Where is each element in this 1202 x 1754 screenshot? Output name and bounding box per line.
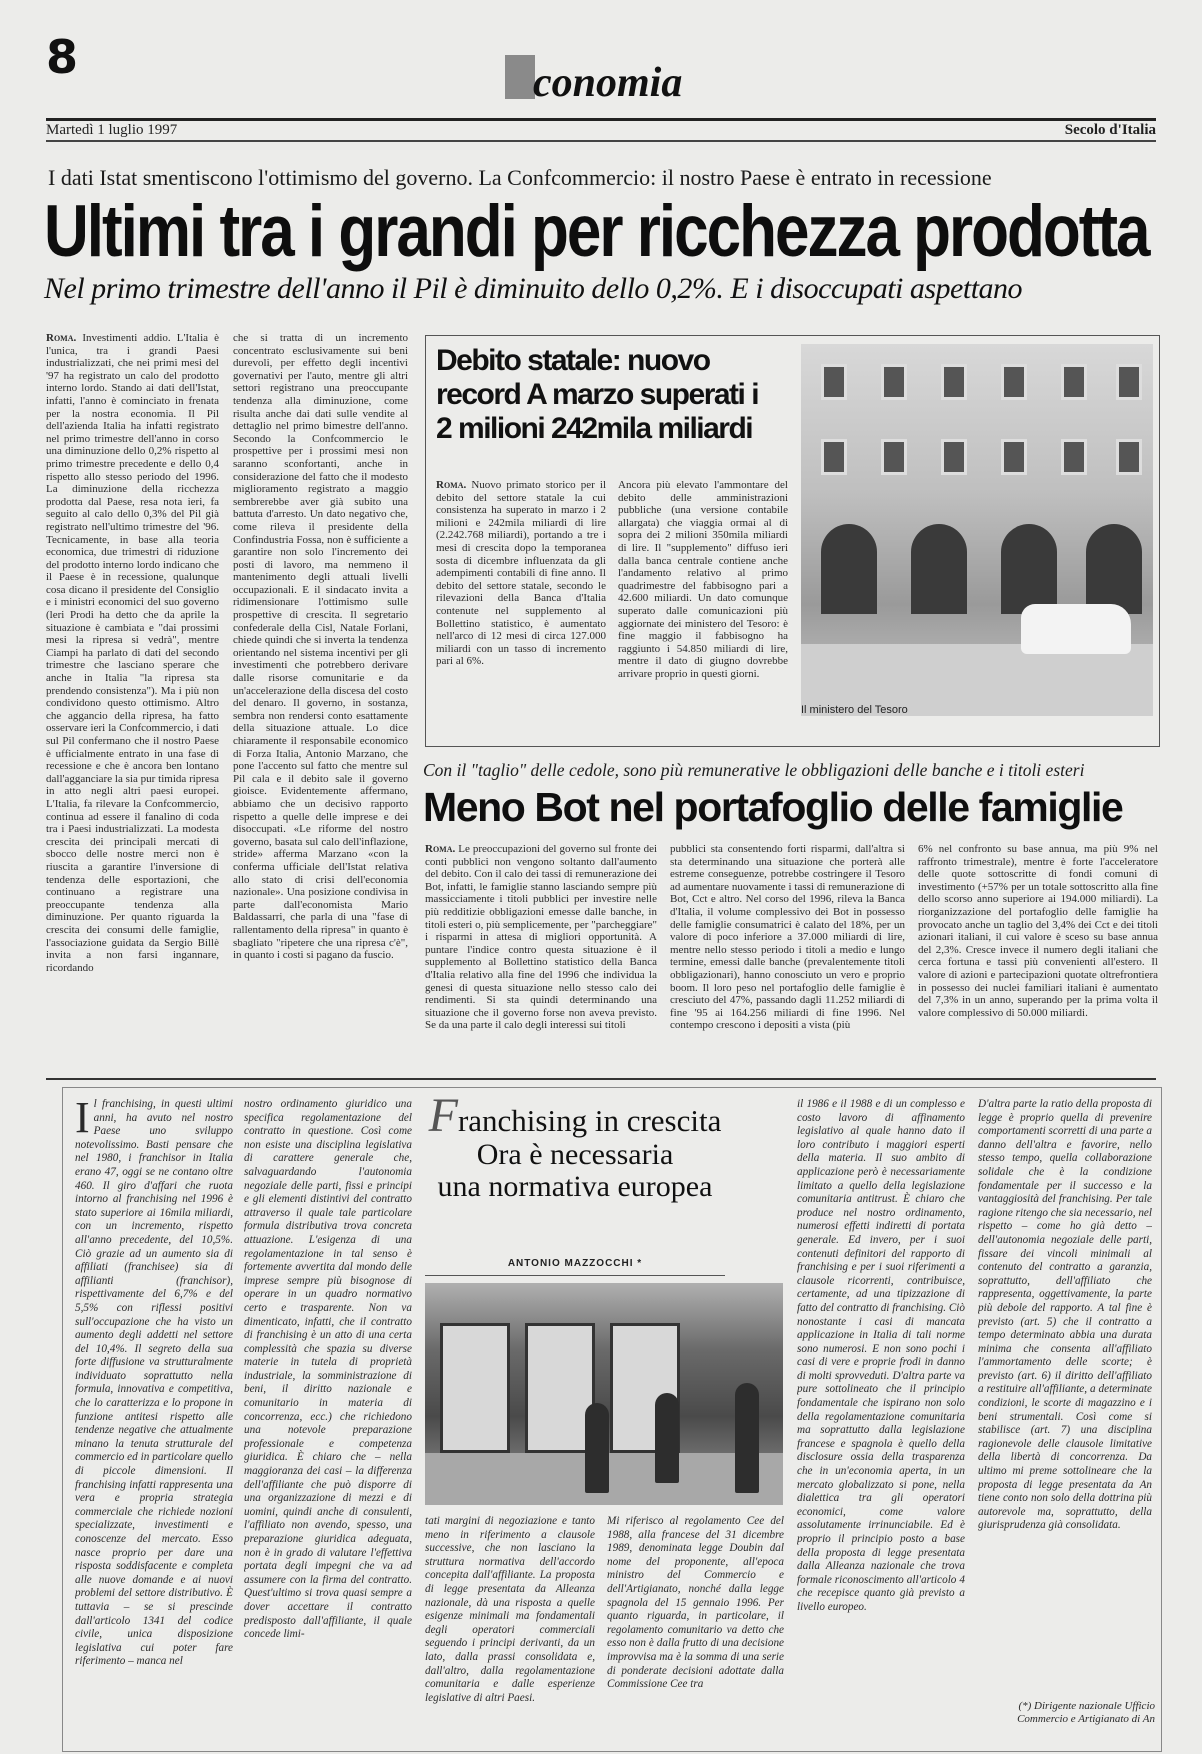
- photo-window: [1001, 439, 1027, 475]
- fr-col2-text: nostro ordinamento giuridico una specifica regolamentazione del contratto in questione. Così come non esiste una disciplina legislativa di carattere generale che, salvaguardando l'autonomia negoziale delle parti, fissi e principi e gli elementi distintivi del contratto attraverso il quale tale particolare formula distributiva trova concreta attuazione. L'esigenza di una regolamentazione in tal senso è fortemente avvertita dal mondo delle imprese sempre più bisognose di operare in un quadro normativo certo e trasparente. Non va dimenticato, infatti, che il contratto di franchising è un atto di una certa complessità che spazia su diverse materie in tutela di proprietà industriale, la somministrazione di beni, il diritto nazionale e comunitario in materia di concorrenza, ecc.) che richiedono una notevole preparazione professionale e competenza giuridica. È chiaro che – nella maggioranza dei casi – la differenza dell'affiliante che può disporre di una organizzazione di mezzi e di uomini, quindi anche di consulenti, l'affiliato non avendo, spesso, una preparazione giuridica adeguata, non è in grado di valutare l'effettiva portata degli impegni che va ad assumere con la firma del contratto. Quest'ultimo si trova quasi sempre a dover accettare il contratto predisposto dall'affiliante, il quale concede limi-: [244, 1098, 412, 1641]
- main-subhead: Nel primo trimestre dell'anno il Pil è diminuito dello 0,2%. E i disoccupati aspettano: [44, 272, 1023, 305]
- header-rule-bottom: [46, 140, 1156, 142]
- fr-col5-text: il 1986 e il 1988 e di un complesso e costo lavoro di affinamento legislativo al quale hanno dato il loro contributo i maggiori esperti della materia. Il suo ambito di applicazione però è necessariamente limitato a quello della legislazione comunitaria antitrust. È chiaro che produce nel nostro ordinamento, numerosi effetti indiretti di portata generale. Ed invero, per i suoi contenuti definitori del rapporto di franchising e per i suoi riferimenti a clausole ricorrenti, contribuisce, certamente, ad una tipizzazione di fatto del contratto di franchising. Ciò nonostante i casi di mancata applicazione in Italia di tali norme sono numerosi. E non sono pochi i casi di vere e proprie frodi in danno di molti sprovveduti. D'altra parte va pure sottolineato che il principio fondamentale che ispirano non solo della regolamentazione comunitaria ma soprattutto dalla legislazione francese e spagnola è quello della disclosure ossia della trasparenza che in un'economia aperta, in un mercato globalizzato si pone, nella dialettica tra gli operatori economici, come valore assolutamente irrinunciabile. Ed è proprio il principio posto a base della proposta di legge presentata dalla Alleanza nazionale che trova formale riconoscimento all'articolo 4 che recepisce quanto già previsto a livello europeo.: [797, 1098, 965, 1613]
- bot-lead: Roma.: [425, 843, 456, 855]
- debt-col1-text: Nuovo primato storico per il debito del settore statale la cui consistenza ha superato in marzo i 2 milioni e 242mila miliardi di lire (2.242.768 miliardi), portando a tre i mesi di crescita dopo la temporanea sosta di dicembre influenzata da gli adempimenti contabili di fine anno. Il debito del settore statale, secondo le rilevazioni della Banca d'Italia contenute nel supplemento al Bollettino statistico, è aumentato nell'arco di 12 mesi di circa 127.000 miliardi con un tasso di incremento pari al 6%.: [436, 479, 606, 668]
- photo-window: [1116, 364, 1142, 400]
- franchising-column-3: [425, 1515, 595, 1747]
- debt-col2-text: Ancora più elevato l'ammontare del debito delle amministrazioni pubbliche (una versione contabile allargata) che viaggia ormai al di sopra dei 2 milioni 350mila miliardi di lire. Il "supplemento" diffuso ieri dalla banca centrale contiene anche l'andamento relativo al primo quadrimestre del fabbisogno pari a 42.600 miliardi. Un dato comunque superato dalle comunicazioni più aggiornate dei ministero del Tesoro: è fine maggio il fabbisogno ha raggiunto i 54.850 miliardi di lire, mentre il dato di giugno dovrebbe arrivare proprio in questi giorni.: [618, 479, 788, 680]
- photo-window: [881, 439, 907, 475]
- fr-col4-text: Mi riferisco al regolamento Cee del 1988, alla francese del 31 dicembre 1989, denominata legge Doubin dal nome del proponente, all'epoca ministro del Commercio e dell'Artigianato, nonché dalla legge spagnola del 15 gennaio 1996. Per quanto riguarda, in particolare, il regolamento comunitario va detto che esso non è dalla frutto di una decisione improvvisa ma è la somma di una serie di ponderate decisioni adottate dalla Commissione Cee tra: [607, 1515, 784, 1691]
- bot-col2-text: pubblici sta consentendo forti risparmi, dall'altra si sta determinando una situazione che porterà alle estreme conseguenze, potrebbe costringere il Tesoro ad aumentare nuovamente i tassi di remunerazione di Bot, Cct e altro. Nel corso del 1996, rileva la Banca d'Italia, il volume complessivo dei Bot in possesso delle famiglie consumatrici è calato del 18%, per un valore di poco inferiore a 37.000 miliardi di lire, mentre nello stesso periodo i titoli a medio e lungo termine, emessi dalle banche (prevalentemente titoli obbligazionari), hanno conosciuto un vero e proprio boom. Il loro peso nel portafoglio delle famiglie è cresciuto del 47%, passando dagli 11.252 miliardi di fine '95 ai 164.256 miliardi di fine 1996. Nel contempo crescono i depositi a vista (più: [670, 843, 905, 1032]
- section-initial-block: [505, 55, 535, 99]
- photo-window: [821, 364, 847, 400]
- section-logo: [505, 55, 705, 115]
- treasury-photo: [801, 344, 1153, 716]
- photo-shopfront: [440, 1323, 510, 1453]
- photo-window: [941, 364, 967, 400]
- bot-col1-text: Le preoccupazioni del governo sul fronte dei conti pubblici non vengono soltanto dall'aumento del debito. Con il calo dei tassi di remunerazione dei Bot, infatti, le famiglie stanno lasciando sempre più massicciamente i titoli pubblici per investire nelle più redditizie obbligazioni emesse dalle banche, in titoli esteri o, più semplicemente, per "parcheggiare" i risparmi in attesa di migliori opportunità. A puntare l'indice contro questa situazione è il supplemento al Bollettino statistico della Banca d'Italia relativo alla fine del 1996 che individua la genesi di questa situazione nello stesso calo dei rendimenti. Si sta quindi determinando una situazione che il governo forse non aveva previsto. Se da una parte il calo degli interessi sui titoli: [425, 843, 657, 1032]
- main-col2-text: che si tratta di un incremento concentrato esclusivamente sui beni durevoli, per effetto degli incentivi governativi per l'auto, mentre gli altri settori registrano una preoccupante tendenza alla diminuzione, come risulta anche dai dati sulle vendite al dettaglio nel primo bimestre dell'anno. Secondo la Confcommercio le prospettive per i prossimi mesi non saranno sconfortanti, anche in considerazione del fatto che il modesto miglioramento registrato a maggio sembrerebbe aver già subito una battuta d'arresto. Un dato negativo che, come rileva il presidente della Confindustria Fossa, non è sufficiente a garantire non solo l'incremento dei posti di lavoro, ma nemmeno il mantenimento degli attuali livelli occupazionali. E il sindacato invita a ridimensionare l'ottimismo sulle prospettive di crescita. Il segretario confederale della Cisl, Natale Forlani, chiede quindi che si inverta la tendenza orientando nel sistema incentivi per gli investimenti che potrebbero derivare dalle risorse comunitarie e da un'accelerazione della discesa del costo del denaro. Il governo, in sostanza, sembra non rendersi conto esattamente della situazione attuale. Lo dice chiaramente il responsabile economico di Forza Italia, Antonio Marzano, che pone l'accento sul fatto che mentre sul Pil cala e il debito sale il governo gioisce. Evidentemente affermano, abbiamo che un decisivo rapporto rispetto a quelle delle imprese e dei disoccupati. «Le riforme del nostro governo, basata sul calo dell'inflazione, stride» afferma Marzano «con la conferma ufficiale dell'Istat relativa allo stato di crisi dell'economia nazionale». Una posizione condivisa in parte dall'economista Mario Baldassarri, che parla di una "fase di rallentamento della ripresa" in quanto è sbagliato "ripetere che una ripresa c'è", in quanto i costi si pagano da fuscio.: [233, 332, 408, 962]
- franchising-column-4: [607, 1515, 784, 1747]
- photo-window: [1061, 364, 1087, 400]
- dropcap: I: [75, 1098, 90, 1142]
- bot-column-3: [918, 843, 1158, 1073]
- debt-column-2: [618, 479, 788, 741]
- franchising-column-2: [244, 1098, 412, 1748]
- bot-headline: Meno Bot nel portafoglio delle famiglie: [423, 784, 1123, 830]
- fr-col1-text: l franchising, in questi ultimi anni, ha avuto nel nostro Paese uno sviluppo notevolissimo. Basti pensare che nel 1980, i franchisor in Italia erano 47, oggi se ne contano oltre 460. Il giro d'affari che ruota intorno al franchising nel 1996 è stato superiore ai 16mila miliardi, con un incremento, rispetto all'anno precedente, del 10,5%. Ciò grazie ad un aumento sia di affiliati (franchisee) sia di affilianti (franchisor), rispettivamente del 6,7% e del 5,5% con riflessi positivi sull'occupazione che ha visto un aumento degli addetti nel settore del 10,4%. Il segreto della sua forte diffusione va strutturalmente individuato soprattutto nella formula, innovativa e competitiva, che lo caratterizza e lo propone in funzione antitesi rispetto alle tendenze negative che attualmente minano la tenuta strutturale del commercio ed in particolare quello di piccole dimensioni. Il franchising infatti rappresenta una vera e propria strategia commerciale che richiede nozioni specializzate, investimenti e conoscenze del mercato. Esso nasce proprio per dare una risposta soddisfacente e completa alle nuove domande e ai nuovi problemi del settore distributivo. È tuttavia – se si prescinde dall'articolo 1341 del codice civile, unica disposizione legislativa cui poter fare riferimento – manca nel: [75, 1098, 233, 1668]
- title-line-1: Franchising in crescita: [428, 1089, 722, 1142]
- main-column-1: [46, 332, 219, 1072]
- franchising-column-5: [797, 1098, 965, 1748]
- main-lead: Roma.: [46, 332, 77, 344]
- bot-kicker: Con il "taglio" delle cedole, sono più remunerative le obbligazioni delle banche e i titoli esteri: [423, 760, 1085, 780]
- photo-window: [1061, 439, 1087, 475]
- byline-rule: [425, 1275, 725, 1276]
- debt-headline: Debito statale: nuovo record A marzo superati i 2 milioni 242mila miliardi: [436, 344, 759, 445]
- franchising-column-1: [75, 1098, 233, 1748]
- shop-street-photo: [425, 1283, 783, 1505]
- paper-name: Secolo d'Italia: [1064, 122, 1156, 138]
- author-byline: ANTONIO MAZZOCCHI *: [507, 1258, 643, 1269]
- section-divider: [46, 1078, 1156, 1080]
- bot-column-1: [425, 843, 657, 1073]
- photo-person: [655, 1393, 679, 1483]
- franchising-title: [425, 1089, 725, 1203]
- photo-car: [1021, 604, 1131, 654]
- title-initial: F: [428, 1089, 458, 1142]
- bot-col3-text: 6% nel confronto su base annua, ma più 9% nel raffronto trimestrale), mentre è forte l'acceleratore delle quote sottoscritte di fondi comuni di investimento (+57% per un totale sottoscritto alla fine dello scorso anno superiore ai 194.000 miliardi). La riorganizzazione del portafoglio delle famiglie ha provocato anche un taglio del 3,4% dei Cct e dei titoli azionari italiani, il cui valore è sceso su base annua del 2,3%. Cresce invece il numero degli italiani che cerca fortuna e tassi più convenienti all'estero. Il valore di azioni e partecipazioni quotate oltrefrontiera in possesso dei nuclei familiari italiani è aumentato del 7,3% in un anno, superando per la prima volta il valore complessivo di 50.000 miliardi.: [918, 843, 1158, 1019]
- franchising-column-6: [978, 1098, 1152, 1693]
- debt-article-box: [425, 335, 1160, 747]
- debt-lead: Roma.: [436, 479, 467, 491]
- main-headline: Ultimi tra i grandi per ricchezza prodotta: [44, 191, 1149, 273]
- fr-col6-text: D'altra parte la ratio della proposta di legge è proprio quella di prevenire comportamenti scorretti di una parte a danno dell'altra e favorire, nello stesso tempo, quella collaborazione solidale che è la condizione fondamentale per il successo e la vantaggiosità del franchising. Per tale ragione ritengo che sia necessario, nel rispetto – come ho già detto – dell'autonomia negoziale delle parti, fissare dei vincoli minimali al contenuto del contratto a garanzia, soprattutto, dell'affiliato che rappresenta, oggettivamente, la parte più debole del rapporto. A tal fine è previsto (art. 5) che il contratto a tempo determinato abbia una durata minima che consenta all'affiliato l'ammortamento delle scorte; è previsto (art. 6) il diritto dell'affiliato a restituire all'affiliante, a determinate condizioni, le scorte di magazzino e i beni strumentali. Così come si stabilisce (art. 7) una disciplina ragionevole delle clausole limitative della libertà di concorrenza. Da ultimo mi preme sottolineare che la proposta di legge presentata da An tiene conto non solo della dottrina più autorevole ma, soprattutto, della giurisprudenza già consolidata.: [978, 1098, 1152, 1532]
- photo-window: [941, 439, 967, 475]
- main-col1-text: Investimenti addio. L'Italia è l'unica, tra i grandi Paesi industrializzati, che nei primi mesi del '97 ha registrato un calo del prodotto interno lordo. Stando ai dati dell'Istat, infatti, l'anno è cominciato in frenata per la nostra economia. Il Pil dell'azienda Italia ha infatti registrato nel primo trimestre dell'anno in corso una diminuzione dello 0,2% rispetto al primo trimestre precedente e dello 0,4 rispetto allo stesso periodo del 1996. La diminuzione della ricchezza prodotta dal Paese, resa nota ieri, fa seguito al calo dello 0,3% del Pil già registrato nell'ultimo trimestre del '96. Tecnicamente, in base alla teoria economica, due trimestri di riduzione del prodotto interno lordo indicano che il Paese è in recessione, qualunque cosa dicano il presidente del Consiglio e i ministri economici del suo governo (leri Prodi ha detto che da aprile la situazione è cambiata e "dai prossimi mesi la ripresa si vedrà", mentre Ciampi ha parlato di dati del secondo trimestre che lasciano sperare che anche in Italia "la ripresa sta prendendo consistenza"). Ma i più non condividono questo ottimismo. Altro che aggancio della ripresa, ha fatto osservare ieri la Confcommercio, i dati sul Pil confermano che il nostro Paese è ufficialmente entrato in una fase di recessione e che è ancora ben lontano dall'agganciare la sia pur timida ripresa in atto negli altri paesi europei. L'Italia, fa rilevare la Confcommercio, continua ad essere il fanalino di coda tra i Paesi industrializzati. La modesta crescita dei principali mercati di sbocco delle nostre merci non è riuscita a garantire l'inversione di tendenza delle esportazioni, che continuano a registrare una preoccupante tendenza alla diminuzione. Per quanto riguarda la crescita dei consumi delle famiglie, l'associazione guidata da Sergio Billè invita a non farsi ingannare, ricordando: [46, 332, 219, 974]
- photo-window: [1116, 439, 1142, 475]
- photo-arch: [911, 524, 967, 614]
- treasury-photo-caption: Il ministero del Tesoro: [801, 704, 908, 716]
- photo-arch: [1001, 524, 1057, 614]
- photo-window: [1001, 364, 1027, 400]
- photo-window: [821, 439, 847, 475]
- title-line-3: una normativa europea: [437, 1170, 713, 1203]
- dateline: Martedì 1 luglio 1997: [46, 122, 178, 138]
- photo-person: [585, 1403, 609, 1493]
- section-title: conomia: [533, 60, 683, 106]
- photo-window: [881, 364, 907, 400]
- main-kicker: I dati Istat smentiscono l'ottimismo del governo. La Confcommercio: il nostro Paese è entrato in recessione: [48, 165, 992, 190]
- debt-column-1: [436, 479, 606, 741]
- photo-person: [735, 1383, 759, 1493]
- photo-arch: [1086, 524, 1142, 614]
- fr-col3-text: tati margini di negoziazione e tanto meno in riferimento a clausole successive, che non lasciano la struttura normativa dell'accordo concepita dall'affiliante. La proposta di legge presentata da Alleanza nazionale, dà una risposta a quelle esigenze minimali ma fondamentali degli operatori commerciali seguendo i principi derivanti, da un lato, dalla prassi consolidata e, dall'altro, dalla regolamentazione comunitaria e dalle esperienze legislative di altri Paesi.: [425, 1515, 595, 1704]
- header-rule: [46, 118, 1156, 121]
- author-signature: (*) Dirigente nazionale Ufficio Commercio e Artigianato di An: [1017, 1700, 1155, 1725]
- photo-arch: [821, 524, 877, 614]
- title-line-2: Ora è necessaria: [476, 1138, 674, 1171]
- bot-column-2: [670, 843, 905, 1073]
- main-column-2: [233, 332, 408, 1072]
- page-number: 8: [46, 30, 79, 84]
